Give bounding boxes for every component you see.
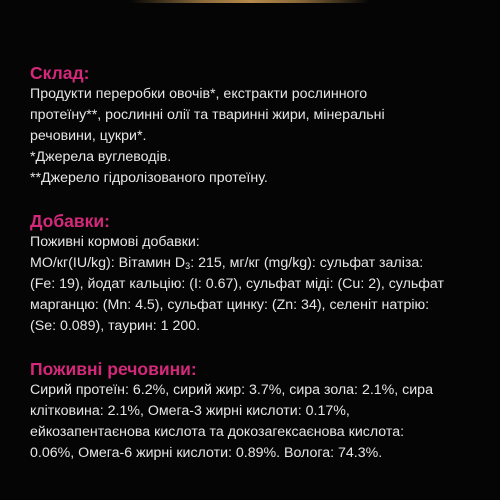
nutrients-section	[30, 358, 480, 464]
additives-line: Поживні кормові добавки:	[30, 234, 200, 250]
composition-section	[30, 62, 480, 189]
nutrients-line: 0.06%, Омега-6 жирні кислоти: 0.89%. Волога: 74.3%.	[30, 445, 383, 461]
additives-vitamin-line	[30, 253, 480, 274]
additives-line: (Fe: 19), йодат кальцію: (I: 0.67), сульфат міді: (Cu: 2), сульфат	[30, 276, 444, 292]
vitamin-text-rest: : 215, мг/кг (mg/kg): сульфат заліза:	[190, 255, 424, 271]
nutrients-line: ейкозапентаєнова кислота та докозагексаєнова кислота:	[30, 424, 405, 440]
composition-heading: Склад:	[30, 63, 90, 83]
additives-line: (Se: 0.089), таурин: 1 200.	[30, 318, 201, 334]
vitamin-subscript: 3	[185, 261, 191, 271]
nutrients-line: клітковина: 2.1%, Омега-3 жирні кислоти: 0.17%,	[30, 403, 350, 419]
composition-line: Продукти переробки овочів*, екстракти рослинного	[30, 86, 368, 102]
composition-line: речовини, цукри*.	[30, 128, 147, 144]
top-accent-line	[130, 0, 370, 3]
product-info	[30, 62, 480, 485]
additives-heading: Добавки:	[30, 211, 111, 231]
composition-footnote: *Джерела вуглеводів.	[30, 149, 172, 165]
composition-footnote: **Джерело гідролізованого протеїну.	[30, 170, 268, 186]
nutrients-heading: Поживні речовини:	[30, 359, 197, 379]
composition-line: протеїну**, рослинні олії та тваринні жири, мінеральні	[30, 107, 385, 123]
nutrients-line: Сирий протеїн: 6.2%, сирий жир: 3.7%, сира зола: 2.1%, сира	[30, 382, 433, 398]
vitamin-text: МО/кг(IU/kg): Вітамин D	[30, 255, 186, 271]
additives-line: марганцю: (Mn: 4.5), сульфат цинку: (Zn: 34), селеніт натрію:	[30, 297, 430, 313]
additives-section	[30, 210, 480, 337]
